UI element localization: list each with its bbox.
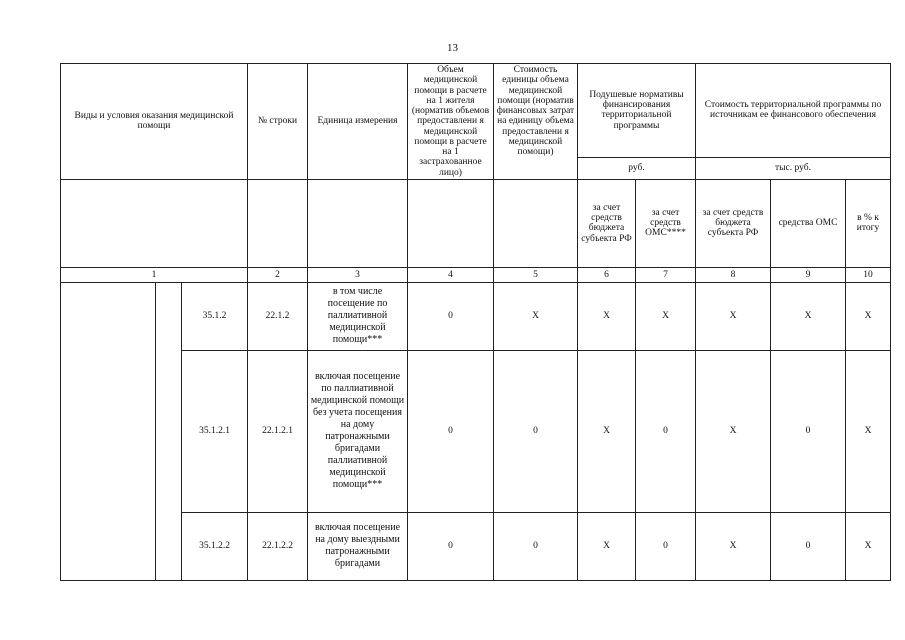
row-value: X (696, 282, 771, 350)
row-value: X (578, 512, 636, 580)
header-oms-funds: за счет средств ОМС**** (636, 179, 696, 267)
row-code: 35.1.2 (182, 282, 248, 350)
table-row (61, 350, 891, 512)
header-budget-rf: за счет средств бюджета субъекта РФ (578, 179, 636, 267)
table-row (61, 512, 891, 580)
column-number: 9 (771, 267, 846, 282)
column-number: 6 (578, 267, 636, 282)
column-numbers-row (61, 267, 891, 282)
row-value: X (696, 512, 771, 580)
row-code: 35.1.2.1 (182, 350, 248, 512)
row-unit: в том числе посещение по паллиативной медицинской помощи*** (308, 282, 408, 350)
row-value: 0 (408, 350, 494, 512)
column-number: 2 (248, 267, 308, 282)
column-number: 10 (846, 267, 891, 282)
column-number: 5 (494, 267, 578, 282)
header-territorial-cost: Стоимость территориальной программы по источникам ее финансового обеспечения (696, 64, 891, 158)
row-value: X (696, 350, 771, 512)
row-number: 22.1.2.2 (248, 512, 308, 580)
header-types: Виды и условия оказания медицинской помощи (61, 64, 248, 180)
column-number: 3 (308, 267, 408, 282)
row-value: X (846, 350, 891, 512)
header-unit: Единица измерения (308, 64, 408, 180)
header-row-no: № строки (248, 64, 308, 180)
row-value: X (578, 282, 636, 350)
header-per-capita: Подушевые нормативы финансирования территориальной программы (578, 64, 696, 158)
row-value: X (578, 350, 636, 512)
row-value: 0 (771, 512, 846, 580)
header-oms: средства ОМС (771, 179, 846, 267)
header-volume: Объем медицинской помощи в расчете на 1 жителя (норматив объемов предоставлени я медицинской помощи в расчете на 1 застрахованное лицо) (408, 64, 494, 180)
row-value: X (636, 282, 696, 350)
row-value: X (846, 512, 891, 580)
row-value: X (771, 282, 846, 350)
row-value: 0 (494, 512, 578, 580)
column-number: 8 (696, 267, 771, 282)
row-value: 0 (636, 350, 696, 512)
row-code: 35.1.2.2 (182, 512, 248, 580)
financing-table (60, 63, 891, 581)
header-territorial-unit: тыс. руб. (696, 157, 891, 179)
row-number: 22.1.2.1 (248, 350, 308, 512)
page-number: 13 (447, 42, 458, 54)
row-number: 22.1.2 (248, 282, 308, 350)
row-value: 0 (494, 350, 578, 512)
table-row (61, 282, 891, 350)
row-value: X (846, 282, 891, 350)
header-per-capita-unit: руб. (578, 157, 696, 179)
row-value: 0 (771, 350, 846, 512)
row-value: 0 (636, 512, 696, 580)
header-cost: Стоимость единицы объема медицинской помощи (норматив финансовых затрат на единицу объема предоставлени я медицинской помощи) (494, 64, 578, 180)
row-unit: включая посещение по паллиативной медицинской помощи без учета посещения на дому патронажными бригадами паллиативной медицинской помощи*** (308, 350, 408, 512)
row-value: X (494, 282, 578, 350)
column-number: 4 (408, 267, 494, 282)
row-value: 0 (408, 282, 494, 350)
column-number: 1 (61, 267, 248, 282)
header-budget-rf-2: за счет средств бюджета субъекта РФ (696, 179, 771, 267)
header-percent: в % к итогу (846, 179, 891, 267)
column-number: 7 (636, 267, 696, 282)
row-value: 0 (408, 512, 494, 580)
row-unit: включая посещение на дому выездными патронажными бригадами (308, 512, 408, 580)
